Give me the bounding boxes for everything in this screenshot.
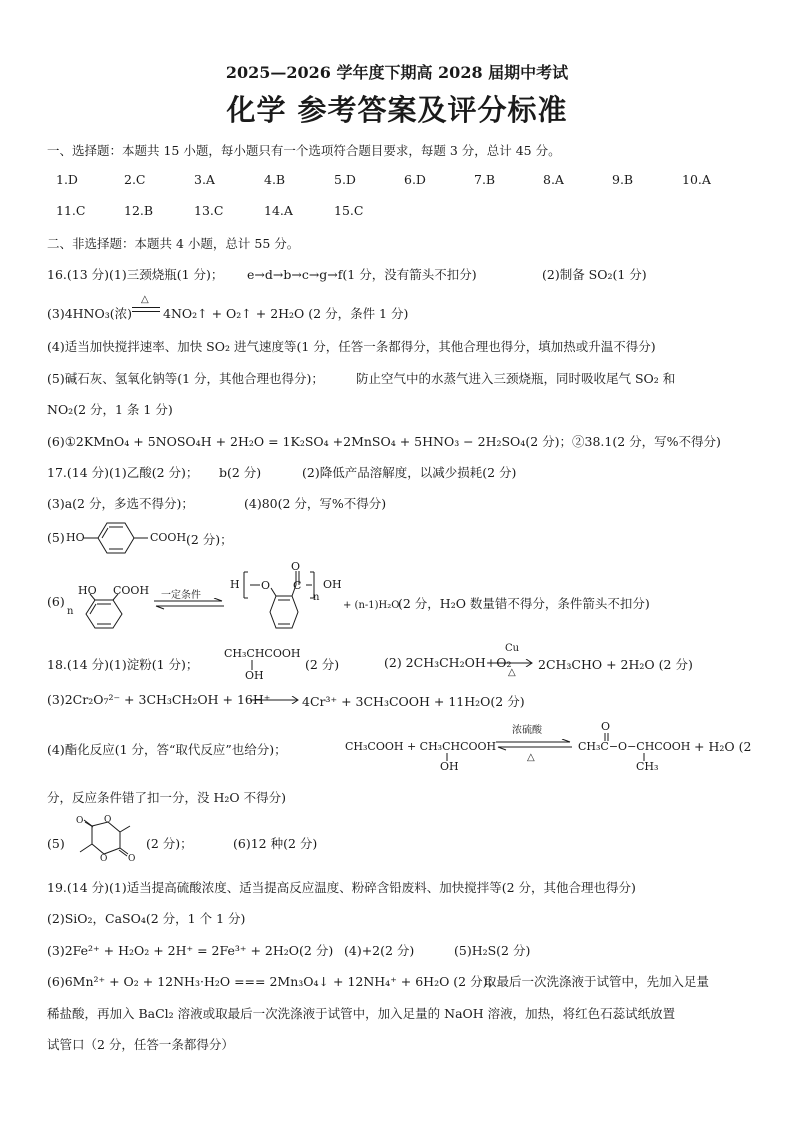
q18-line1-product: 2CH₃CHO + 2H₂O (2 分) <box>538 657 693 672</box>
ester-product: CH₃C−O−CHCOOH <box>578 740 691 753</box>
polymer-oh-end: OH <box>323 578 342 591</box>
q17-line2-b: (4)80(2 分，写%不得分) <box>244 496 387 511</box>
q17-line4-note: (2 分，H₂O 数量错不得分，条件箭头不扣分) <box>398 596 650 611</box>
svg-text:C: C <box>293 579 302 592</box>
q19-line4: (6)6Mn²⁺ + O₂ + 12NH₃·H₂O === 2Mn₃O₄↓ + 12NH₄⁺ + 6H₂O (2 分)； <box>47 974 500 989</box>
hydroxyl-label: OH <box>245 669 264 682</box>
q16-line1: 16.(13 分)(1)三颈烧瓶(1 分)； <box>47 267 224 282</box>
carboxyl-label: COOH <box>150 531 187 544</box>
q16-line5: NO₂(2 分，1 条 1 分) <box>47 402 173 417</box>
answer-item: 4.B <box>264 172 286 187</box>
answer-item: 15.C <box>334 203 364 218</box>
carbonyl-oxygen: O <box>291 560 301 573</box>
q16-line4-b: 防止空气中的水蒸气进入三颈烧瓶，同时吸收尾气 SO₂ 和 <box>356 371 676 386</box>
answer-item: 14.A <box>264 203 293 218</box>
svg-text:O: O <box>76 816 84 826</box>
q18-line1-score: (2 分) <box>305 657 340 672</box>
q19-line5: 稀盐酸，再加入 BaCl₂ 溶液或取最后一次洗涤液于试管中，加入足量的 NaOH 溶液，加热，将红色石蕊试纸放置 <box>47 1006 676 1021</box>
salicylic-acid-structure <box>76 594 148 642</box>
heat-symbol: △ <box>141 294 149 305</box>
q18-line3: (4)酯化反应(1 分，答“取代反应”也给分)； <box>47 742 287 757</box>
polyester-structure <box>240 568 324 638</box>
answer-item: 7.B <box>474 172 496 187</box>
hydroxyl-label: HO <box>66 531 85 544</box>
q16-line6: (6)①2KMnO₄ + 5NOSO₄H + 2H₂O = 1K₂SO₄ +2MnSO₄ + 5HNO₃ − 2H₂SO₄(2 分)；②38.1(2 分，写%不得分) <box>47 434 721 449</box>
answer-item: 13.C <box>194 203 224 218</box>
carboxyl-label: COOH <box>113 584 150 597</box>
answer-item: 9.B <box>612 172 634 187</box>
q18-line4: 分，反应条件错了扣一分，没 H₂O 不得分) <box>47 790 286 805</box>
q16-line1-order: e→d→b→c→g→f(1 分，没有箭头不扣分) <box>247 267 477 282</box>
q16-line4: (5)碱石灰、氢氧化钠等(1 分，其他合理也得分)； <box>47 371 324 386</box>
svg-text:O: O <box>128 854 136 862</box>
hydroxyl-label: HO <box>78 584 97 597</box>
q18-line2-product: 4Cr³⁺ + 3CH₃COOH + 11H₂O(2 分) <box>302 694 525 709</box>
polymer-subscript-n: n <box>313 592 320 603</box>
catalyst-label: Cu <box>505 643 520 654</box>
q19-line4-b: 取最后一次洗涤液于试管中，先加入足量 <box>484 974 710 989</box>
answer-item: 10.A <box>682 172 711 187</box>
q16-line2-reactant: (3)4HNO₃(浓) <box>47 306 133 321</box>
section1-heading: 一、选择题：本题共 15 小题，每小题只有一个选项符合题目要求，每题 3 分，总计 45 分。 <box>47 143 561 158</box>
section2-heading: 二、非选择题：本题共 4 小题，总计 55 分。 <box>47 236 300 251</box>
reaction-equals-sign <box>132 306 160 314</box>
lactide-structure <box>70 814 142 862</box>
q17-line2: (3)a(2 分，多选不得分)； <box>47 496 194 511</box>
page-title: 化学 参考答案及评分标准 <box>226 93 568 127</box>
q17-line3-label: (5) <box>47 530 65 545</box>
benzene-ring-structure <box>84 521 148 557</box>
methyl-label: CH₃ <box>636 760 659 773</box>
coefficient-n: n <box>67 606 74 617</box>
heat-symbol: △ <box>508 667 516 678</box>
water-byproduct: + (n-1)H₂O <box>343 600 400 611</box>
answer-item: 8.A <box>543 172 564 187</box>
q19-line6: 试管口（2 分，任答一条都得分） <box>47 1037 234 1052</box>
q19-line3-b: (4)+2(2 分) <box>344 943 415 958</box>
svg-text:O: O <box>100 854 108 862</box>
q17-line1: 17.(14 分)(1)乙酸(2 分)； <box>47 465 199 480</box>
q16-line1-part2: (2)制备 SO₂(1 分) <box>542 267 647 282</box>
lactic-acid-formula: CH₃CHCOOH <box>224 647 301 660</box>
q19-line2: (2)SiO₂，CaSO₄(2 分，1 个 1 分) <box>47 911 246 926</box>
q17-line1-c: (2)降低产品溶解度，以减少损耗(2 分) <box>302 465 517 480</box>
q18-line1: 18.(14 分)(1)淀粉(1 分)； <box>47 657 199 672</box>
answer-item: 3.A <box>194 172 215 187</box>
q18-line2: (3)2Cr₂O₇²⁻ + 3CH₃CH₂OH + 16H⁺ <box>47 692 271 707</box>
q18-line5-b: (6)12 种(2 分) <box>233 836 318 851</box>
q18-line5-score: (2 分)； <box>146 836 193 851</box>
catalyst-label: 浓硫酸 <box>512 725 542 736</box>
q18-line5-label: (5) <box>47 836 65 851</box>
q16-line2-product: 4NO₂↑ + O₂↑ + 2H₂O (2 分，条件 1 分) <box>163 306 409 321</box>
q17-line1-b: b(2 分) <box>219 465 262 480</box>
reaction-arrow <box>494 659 534 667</box>
polymer-h-end: H <box>230 578 240 591</box>
q19-line3-c: (5)H₂S(2 分) <box>454 943 531 958</box>
reaction-condition: 一定条件 <box>161 590 201 601</box>
svg-text:O: O <box>104 815 112 825</box>
carbonyl-oxygen: O <box>601 720 611 733</box>
q17-line4-label: (6) <box>47 594 65 609</box>
answer-item: 1.D <box>56 172 78 187</box>
answer-item: 12.B <box>124 203 154 218</box>
q19-line3: (3)2Fe²⁺ + H₂O₂ + 2H⁺ = 2Fe³⁺ + 2H₂O(2 分) <box>47 943 334 958</box>
reversible-arrow <box>154 598 224 610</box>
answer-item: 2.C <box>124 172 146 187</box>
esterification-reactants: CH₃COOH + CH₃CHCOOH <box>345 740 497 753</box>
q18-line3-water: + H₂O (2 <box>694 739 752 754</box>
hydroxyl-label: OH <box>440 760 459 773</box>
answer-item: 11.C <box>56 203 86 218</box>
exam-subtitle: 2025—2026 学年度下期高 2028 届期中考试 <box>225 63 569 82</box>
answer-item: 5.D <box>334 172 356 187</box>
q16-line3: (4)适当加快搅拌速率、加快 SO₂ 进气速度等(1 分，任答一条都得分，其他合理也得分，填加热或升温不得分) <box>47 339 656 354</box>
q19-line1: 19.(14 分)(1)适当提高硫酸浓度、适当提高反应温度、粉碎含铅废料、加快搅拌等(2 分，其他合理也得分) <box>47 880 636 895</box>
q17-line3-score: (2 分)； <box>186 532 233 547</box>
svg-text:O: O <box>261 579 271 592</box>
answer-item: 6.D <box>404 172 426 187</box>
heat-symbol: △ <box>527 752 535 763</box>
reaction-arrow <box>250 696 300 704</box>
q18-line1-eq: (2) 2CH₃CH₂OH+O₂ <box>384 655 512 670</box>
reversible-arrow <box>496 739 572 751</box>
